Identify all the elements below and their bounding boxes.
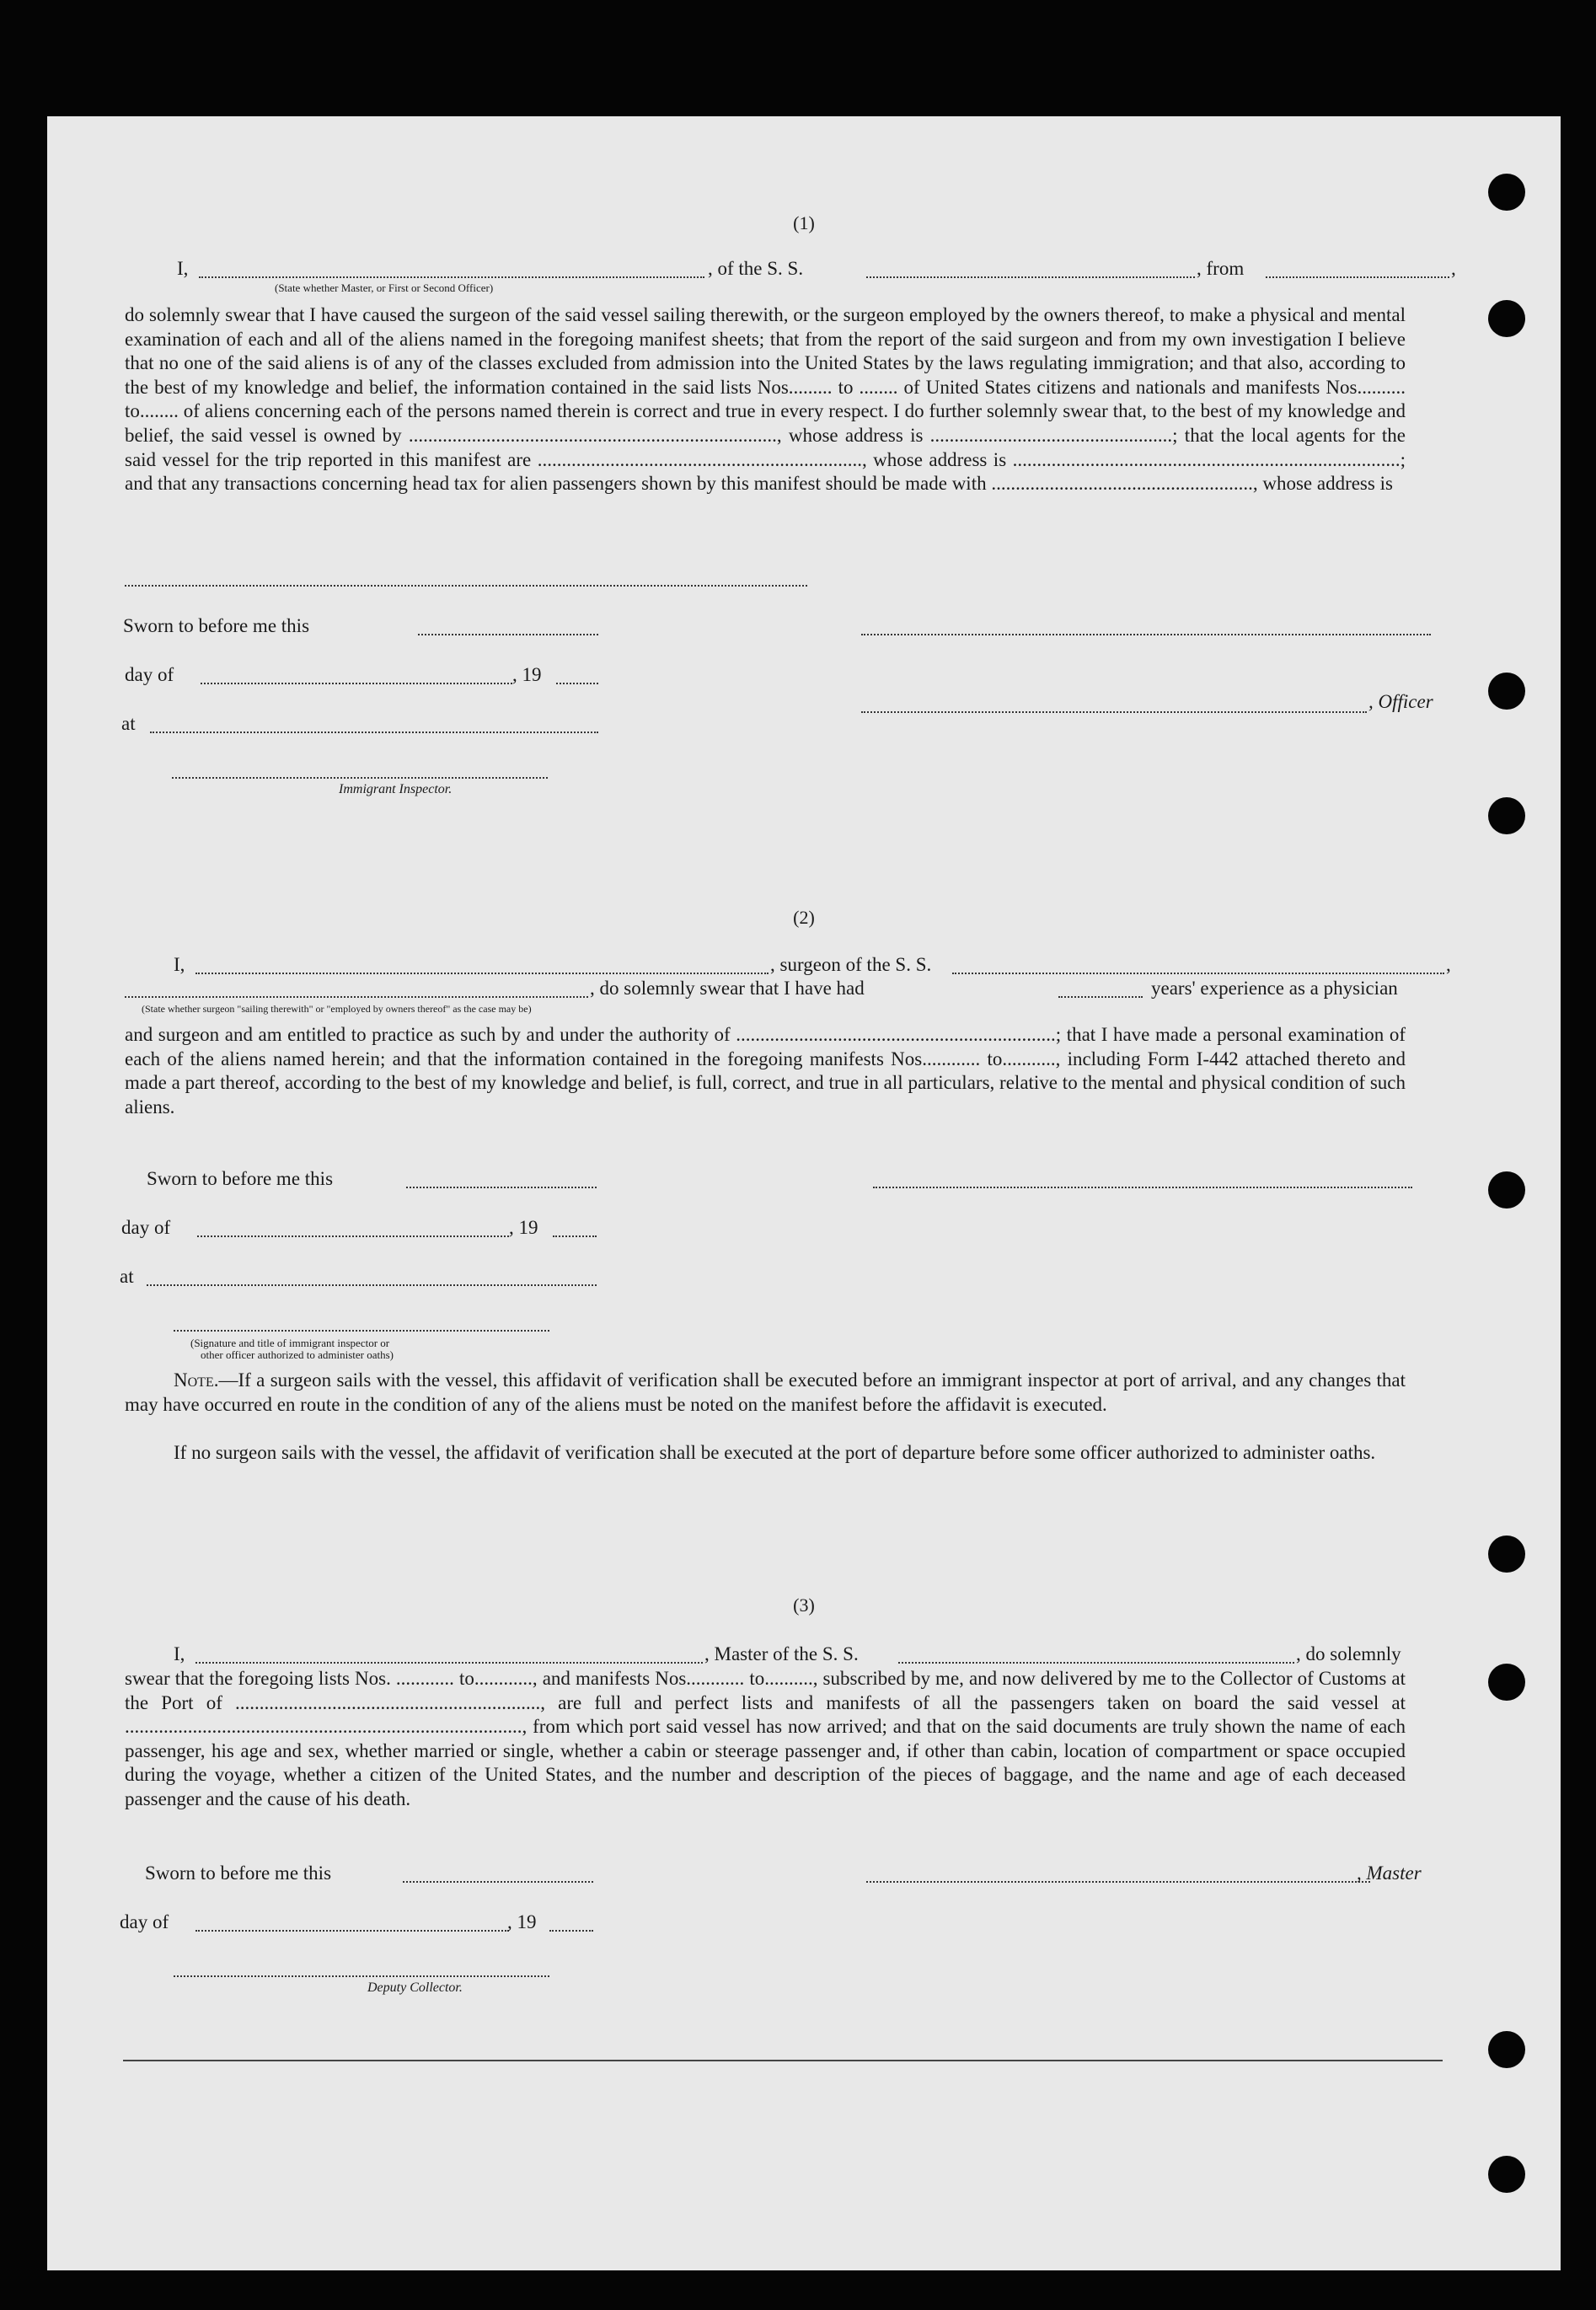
s2-sworn-field[interactable]: [406, 1187, 597, 1188]
s2-surgeon-name-field[interactable]: [195, 973, 769, 974]
s2-surgeon-signature-field[interactable]: [873, 1187, 1412, 1188]
s1-i-label: I,: [177, 258, 189, 279]
s3-ship-name-field[interactable]: [898, 1662, 1294, 1664]
s2-at-field[interactable]: [147, 1284, 597, 1286]
s2-day-label: day of: [121, 1217, 171, 1238]
s3-master-signature-field[interactable]: [866, 1881, 1370, 1883]
s2-surgeon-status-field[interactable]: [125, 996, 588, 998]
s2-sig-note-2: other officer authorized to administer oaths): [201, 1348, 394, 1361]
punch-hole-4: [1488, 797, 1525, 834]
s1-oath-paragraph: do solemnly swear that I have caused the surgeon of the said vessel sailing therewith, or the surgeon employed by the owners thereof, to make a physical and mental examination of each and all of the aliens named in the foregoing manifest sheets; that from the report of the said surgeon and from my own investigation I believe that no one of the said aliens is of any of the classes excluded from admission into the United States by the laws regulating immigration; and that also, according to the best of my knowledge and belief, the information contained in the said lists Nos......... to ........ of United States citizens and nationals and manifests Nos.......... to........ of aliens concerning each of the persons named therein is correct and true in every respect. I do further solemnly swear that, to the best of my knowledge and belief, the said vessel is owned by ............................................................................, whose address is ..................................................; that the local agents for the said vessel for the trip reported in this manifest are ..................................................................., whose address is ................................................................................; and that any transactions concerning head tax for alien passengers shown by this manifest should be made with ......................................................, whose address is: [125, 304, 1406, 495]
s1-sworn-field[interactable]: [418, 634, 598, 635]
s2-surgeon-hint: (State whether surgeon "sailing therewith" or "employed by owners thereof" as the case may be): [142, 1003, 532, 1015]
s1-at-field[interactable]: [150, 732, 598, 733]
s2-sig-note-1: (Signature and title of immigrant inspector or: [190, 1337, 390, 1349]
s3-collector-label: Deputy Collector.: [367, 1980, 463, 1995]
s3-year-field[interactable]: [549, 1930, 593, 1932]
punch-hole-8: [1488, 2031, 1525, 2068]
s2-ship-name-field[interactable]: [952, 973, 1444, 974]
s1-inspector-label: Immigrant Inspector.: [339, 782, 453, 796]
s2-surgeon-label: , surgeon of the S. S.: [770, 954, 932, 975]
s3-collector-signature-field[interactable]: [174, 1975, 549, 1977]
s2-note-paragraph: [125, 1369, 1406, 1417]
s1-ship-name-field[interactable]: [866, 276, 1195, 278]
s1-officer-name-field[interactable]: [199, 276, 704, 278]
s2-comma: ,: [1446, 954, 1451, 975]
bottom-rule: [123, 2060, 1443, 2061]
s3-master-name-field[interactable]: [195, 1662, 703, 1664]
manifest-form-page: [47, 116, 1561, 2270]
s1-ss-label: , of the S. S.: [708, 258, 804, 279]
s1-officer-signature-field[interactable]: [861, 634, 1431, 635]
punch-hole-5: [1488, 1171, 1525, 1209]
s1-sworn-label: Sworn to before me this: [123, 615, 310, 636]
s3-master-label-right: , Master: [1357, 1862, 1422, 1884]
section-3-number: (3): [793, 1594, 815, 1616]
s3-day-label: day of: [120, 1911, 169, 1932]
punch-hole-1: [1488, 174, 1525, 211]
s3-sworn-label: Sworn to before me this: [145, 1862, 332, 1884]
s2-at-label: at: [120, 1266, 134, 1287]
s3-swear-label: , do solemnly: [1296, 1643, 1401, 1664]
s2-note-text: —If a surgeon sails with the vessel, this affidavit of verification shall be executed before an immigrant inspector at port of arrival, and any changes that may have occurred en route in the condition of any of the aliens must be noted on the manifest before the affidavit is executed.: [125, 1369, 1406, 1415]
s1-year-field[interactable]: [556, 683, 598, 684]
s1-inspector-signature-field[interactable]: [172, 777, 548, 779]
section-1-number: (1): [793, 212, 815, 233]
s2-years-field[interactable]: [1058, 996, 1143, 998]
s3-i-label: I,: [174, 1643, 185, 1664]
s1-day-field[interactable]: [201, 683, 512, 684]
s3-master-label: , Master of the S. S.: [704, 1643, 859, 1664]
punch-hole-6: [1488, 1536, 1525, 1573]
s1-comma: ,: [1451, 258, 1456, 279]
s1-address-field[interactable]: [125, 585, 807, 587]
s2-day-field[interactable]: [197, 1235, 509, 1237]
punch-hole-7: [1488, 1664, 1525, 1701]
s2-inspector-signature-field[interactable]: [174, 1330, 549, 1332]
s2-years-label: years' experience as a physician: [1151, 978, 1398, 999]
s1-at-label: at: [121, 713, 136, 734]
s3-day-field[interactable]: [195, 1930, 509, 1932]
s2-sworn-label: Sworn to before me this: [147, 1168, 334, 1189]
s2-year-label: , 19: [509, 1217, 538, 1238]
s3-sworn-field[interactable]: [403, 1881, 593, 1883]
s2-note-label: Note.: [174, 1369, 219, 1391]
s1-day-label: day of: [125, 664, 174, 685]
section-2-number: (2): [793, 907, 815, 928]
s1-officer-title-field[interactable]: [861, 711, 1367, 713]
s3-year-label: , 19: [507, 1911, 537, 1932]
s1-year-label: , 19: [512, 664, 542, 685]
s2-oath-paragraph: and surgeon and am entitled to practice as such by and under the authority of ..................................................................; that I have made a personal examination of each of the aliens named herein; and that the information contained in the foregoing manifests Nos............ to..........., including Form I-442 attached thereto and made a part thereof, according to the best of my knowledge and belief, is full, correct, and true in all particulars, relative to the mental and physical condition of such aliens.: [125, 1024, 1406, 1117]
s2-year-field[interactable]: [553, 1235, 597, 1237]
s2-note-paragraph-2: If no surgeon sails with the vessel, the affidavit of verification shall be executed at the port of departure before some officer authorized to administer oaths.: [174, 1442, 1376, 1463]
punch-hole-9: [1488, 2156, 1525, 2193]
s1-from-port-field[interactable]: [1266, 276, 1449, 278]
s1-officer-hint: (State whether Master, or First or Second Officer): [275, 281, 494, 294]
s1-from-label: , from: [1197, 258, 1245, 279]
punch-hole-3: [1488, 673, 1525, 710]
s2-swear-label: , do solemnly swear that I have had: [590, 978, 865, 999]
s2-i-label: I,: [174, 954, 185, 975]
s1-officer-label: , Officer: [1368, 691, 1433, 712]
s3-oath-paragraph: swear that the foregoing lists Nos. ............ to............, and manifests Nos............ to.........., subscribed by me, and now delivered by me to the Collector of Customs at the Port of ..............................................................., are full and perfect lists and manifests of all the passengers taken on board the said vessel at .................................................................................., from which port said vessel has now arrived; and that on the said documents are truly shown the name of each passenger, his age and sex, whether married or single, whether a cabin or steerage passenger and, if other than cabin, location of compartment or space occupied during the voyage, whether a citizen of the United States, and the number and description of the pieces of baggage, and the name and age of each deceased passenger and the cause of his death.: [125, 1668, 1406, 1809]
punch-hole-2: [1488, 300, 1525, 337]
